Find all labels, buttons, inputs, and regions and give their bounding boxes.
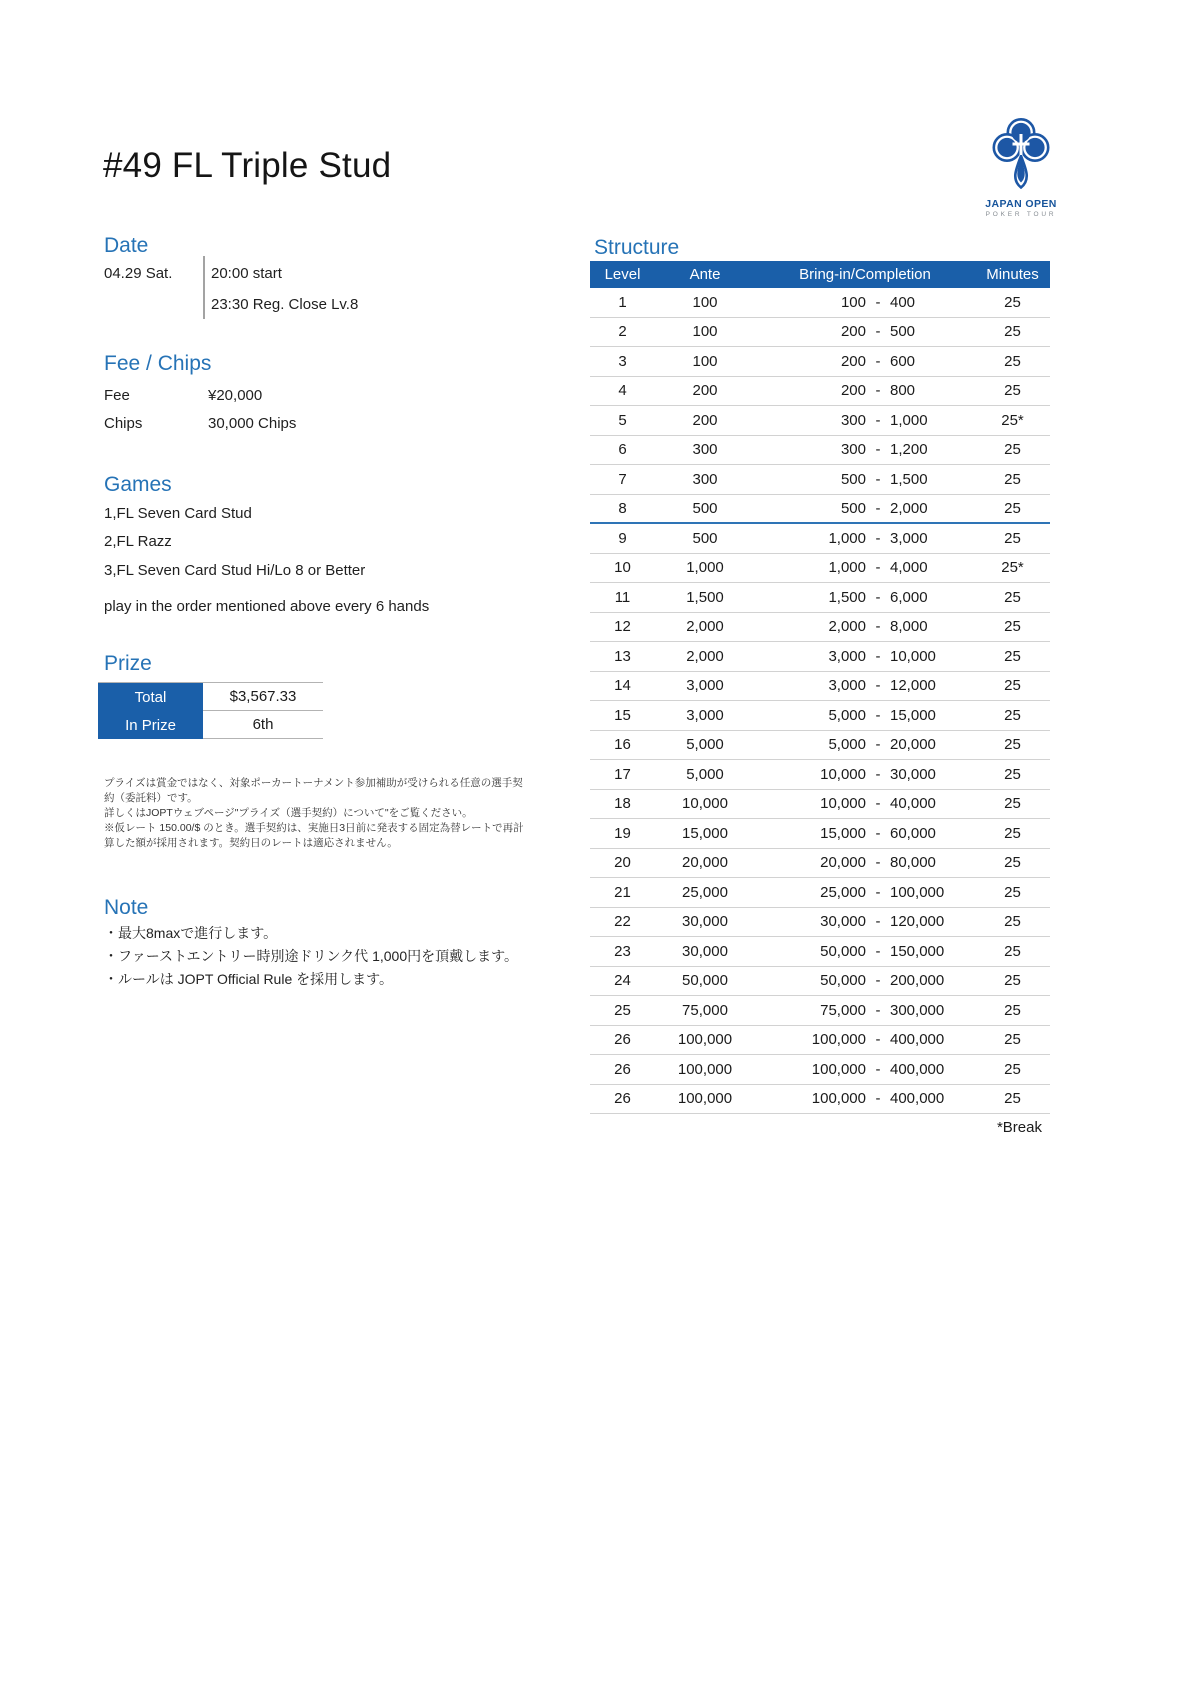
ante-cell: 2,000 <box>686 647 724 665</box>
bringin-low: 300 <box>840 411 866 429</box>
structure-row <box>590 406 1050 436</box>
ante-cell: 75,000 <box>682 1001 728 1019</box>
text-line: 20:00 start <box>211 265 282 282</box>
fine-print-line: 詳しくはJOPTウェブページ"プライズ（選手契約）について"をご覧ください。 <box>104 807 473 819</box>
row-value: ¥20,000 <box>208 387 263 404</box>
structure-row <box>590 583 1050 613</box>
structure-row <box>590 318 1050 348</box>
bringin-cell <box>755 441 975 458</box>
level-cell: 11 <box>614 588 631 606</box>
level-cell: 14 <box>614 677 631 695</box>
bringin-dash: - <box>875 972 881 990</box>
ante-cell: 100 <box>692 293 718 311</box>
game-item: play in the order mentioned above every 6 hands <box>104 598 430 615</box>
level-cell: 17 <box>614 765 631 783</box>
level-cell: 6 <box>618 441 627 459</box>
structure-row <box>590 377 1050 407</box>
bringin-cell <box>755 559 975 576</box>
date-times <box>211 265 358 327</box>
ante-cell: 50,000 <box>682 972 728 990</box>
level-cell: 21 <box>614 883 631 901</box>
minutes-cell: 25* <box>1001 411 1024 429</box>
bringin-cell <box>755 707 975 724</box>
club-drop-icon <box>981 117 1061 195</box>
structure-row <box>590 524 1050 554</box>
bringin-dash: - <box>875 382 881 400</box>
prize-row <box>98 711 323 739</box>
ante-cell: 200 <box>692 382 718 400</box>
level-cell: 18 <box>614 795 631 813</box>
bringin-dash: - <box>875 559 881 577</box>
minutes-cell: 25 <box>1004 1031 1021 1049</box>
bringin-cell <box>755 618 975 635</box>
bringin-dash: - <box>875 323 881 341</box>
bringin-high: 150,000 <box>890 942 945 960</box>
bringin-dash: - <box>875 352 881 370</box>
bringin-low: 3,000 <box>828 647 866 665</box>
minutes-cell: 25 <box>1004 706 1021 724</box>
date-divider-rule <box>203 256 205 319</box>
bringin-low: 500 <box>840 499 866 517</box>
bringin-low: 3,000 <box>828 677 866 695</box>
level-cell: 25 <box>614 1001 631 1019</box>
date-heading: Date <box>104 234 149 257</box>
level-cell: 19 <box>614 824 631 842</box>
bringin-low: 100 <box>840 293 866 311</box>
prize-row-value: $3,567.33 <box>203 683 323 711</box>
prize-row <box>98 683 323 711</box>
game-item: 2,FL Razz <box>104 533 172 550</box>
level-cell: 2 <box>618 323 627 341</box>
structure-table-body <box>590 288 1050 1114</box>
bringin-high: 400,000 <box>890 1060 945 1078</box>
bringin-high: 40,000 <box>890 795 936 813</box>
fee-chips-row <box>104 415 444 432</box>
row-value: 30,000 Chips <box>208 415 297 432</box>
bringin-low: 5,000 <box>828 706 866 724</box>
level-cell: 10 <box>614 559 631 577</box>
bringin-cell <box>755 1002 975 1019</box>
bringin-high: 100,000 <box>890 883 945 901</box>
page-title: #49 FL Triple Stud <box>103 146 392 185</box>
minutes-cell: 25 <box>1004 1001 1021 1019</box>
ante-cell: 30,000 <box>682 942 728 960</box>
bringin-cell <box>755 353 975 370</box>
bringin-high: 3,000 <box>890 529 928 547</box>
bringin-high: 1,000 <box>890 411 928 429</box>
level-cell: 12 <box>614 618 631 636</box>
bringin-dash: - <box>875 411 881 429</box>
bringin-high: 400,000 <box>890 1090 945 1108</box>
bringin-dash: - <box>875 913 881 931</box>
bringin-cell <box>755 471 975 488</box>
minutes-cell: 25 <box>1004 677 1021 695</box>
fine-print-line: 約（委託料）です。 <box>104 792 198 804</box>
bringin-low: 5,000 <box>828 736 866 754</box>
minutes-cell: 25 <box>1004 883 1021 901</box>
bringin-low: 100,000 <box>811 1060 866 1078</box>
minutes-cell: 25 <box>1004 942 1021 960</box>
structure-row <box>590 790 1050 820</box>
minutes-cell: 25 <box>1004 529 1021 547</box>
minutes-cell: 25 <box>1004 913 1021 931</box>
bringin-high: 200,000 <box>890 972 945 990</box>
prize-fine-print <box>104 776 524 851</box>
logo-subname-text: POKER TOUR <box>985 211 1057 218</box>
fine-print-line: プライズは賞金ではなく、対象ポーカートーナメント参加補助が受けられる任意の選手契 <box>104 777 523 789</box>
bringin-low: 15,000 <box>820 824 866 842</box>
bringin-dash: - <box>875 529 881 547</box>
minutes-cell: 25 <box>1004 618 1021 636</box>
structure-row <box>590 731 1050 761</box>
bringin-high: 20,000 <box>890 736 936 754</box>
game-item: 1,FL Seven Card Stud <box>104 505 252 522</box>
bringin-high: 400,000 <box>890 1031 945 1049</box>
level-cell: 23 <box>614 942 631 960</box>
ante-cell: 30,000 <box>682 913 728 931</box>
bringin-dash: - <box>875 1090 881 1108</box>
bringin-dash: - <box>875 736 881 754</box>
bringin-dash: - <box>875 824 881 842</box>
level-cell: 22 <box>614 913 631 931</box>
bringin-cell <box>755 1061 975 1078</box>
structure-row <box>590 465 1050 495</box>
bringin-dash: - <box>875 1060 881 1078</box>
bringin-dash: - <box>875 942 881 960</box>
bringin-cell <box>755 913 975 930</box>
structure-heading: Structure <box>594 236 680 259</box>
bringin-low: 20,000 <box>820 854 866 872</box>
bringin-high: 500 <box>890 323 916 341</box>
break-footnote: *Break <box>996 1119 1042 1136</box>
bringin-dash: - <box>875 1031 881 1049</box>
bringin-high: 30,000 <box>890 765 936 783</box>
level-cell: 3 <box>618 352 627 370</box>
bringin-cell <box>755 884 975 901</box>
minutes-cell: 25 <box>1004 499 1021 517</box>
bringin-dash: - <box>875 765 881 783</box>
date-day: 04.29 Sat. <box>104 265 173 282</box>
fine-print-line: ※仮レート 150.00/$ のとき。選手契約は、実施日3日前に発表する固定為替レートで再計 <box>104 822 524 834</box>
level-cell: 26 <box>614 1090 631 1108</box>
bringin-high: 6,000 <box>890 588 928 606</box>
jopt-logo <box>981 117 1061 218</box>
bringin-dash: - <box>875 588 881 606</box>
bringin-dash: - <box>875 706 881 724</box>
minutes-cell: 25 <box>1004 765 1021 783</box>
bringin-cell <box>755 736 975 753</box>
text-line: 23:30 Reg. Close Lv.8 <box>211 296 359 313</box>
bringin-dash: - <box>875 499 881 517</box>
bringin-dash: - <box>875 293 881 311</box>
structure-row <box>590 642 1050 672</box>
bringin-dash: - <box>875 441 881 459</box>
ante-cell: 100,000 <box>677 1060 733 1078</box>
level-cell: 15 <box>614 706 631 724</box>
bringin-low: 75,000 <box>820 1001 866 1019</box>
structure-row <box>590 878 1050 908</box>
minutes-cell: 25 <box>1004 795 1021 813</box>
bringin-dash: - <box>875 854 881 872</box>
ante-cell: 200 <box>692 411 718 429</box>
prize-row-value: 6th <box>203 711 323 739</box>
bringin-dash: - <box>875 677 881 695</box>
ante-cell: 100 <box>692 352 718 370</box>
note-item: ・ルールは JOPT Official Rule を採用します。 <box>104 971 394 987</box>
structure-row <box>590 495 1050 525</box>
bringin-high: 15,000 <box>890 706 936 724</box>
ante-cell: 100,000 <box>677 1031 733 1049</box>
level-cell: 1 <box>618 293 627 311</box>
structure-row <box>590 908 1050 938</box>
ante-cell: 10,000 <box>682 795 728 813</box>
minutes-cell: 25 <box>1004 1060 1021 1078</box>
note-heading: Note <box>104 896 149 919</box>
ante-cell: 300 <box>692 441 718 459</box>
ante-cell: 5,000 <box>686 765 724 783</box>
column-header-minutes: Minutes <box>986 266 1039 283</box>
level-cell: 20 <box>614 854 631 872</box>
ante-cell: 25,000 <box>682 883 728 901</box>
game-item: 3,FL Seven Card Stud Hi/Lo 8 or Better <box>104 562 366 579</box>
ante-cell: 2,000 <box>686 618 724 636</box>
ante-cell: 1,000 <box>686 559 724 577</box>
bringin-low: 200 <box>840 323 866 341</box>
level-cell: 9 <box>618 529 627 547</box>
bringin-dash: - <box>875 1001 881 1019</box>
minutes-cell: 25 <box>1004 647 1021 665</box>
ante-cell: 100,000 <box>677 1090 733 1108</box>
level-cell: 13 <box>614 647 631 665</box>
structure-row <box>590 347 1050 377</box>
bringin-low: 1,500 <box>828 588 866 606</box>
column-header-ante: Ante <box>689 266 721 283</box>
structure-row <box>590 672 1050 702</box>
ante-cell: 300 <box>692 470 718 488</box>
minutes-cell: 25 <box>1004 352 1021 370</box>
minutes-cell: 25 <box>1004 323 1021 341</box>
level-cell: 5 <box>618 411 627 429</box>
minutes-cell: 25 <box>1004 441 1021 459</box>
minutes-cell: 25 <box>1004 1090 1021 1108</box>
level-cell: 7 <box>618 470 627 488</box>
ante-cell: 3,000 <box>686 706 724 724</box>
minutes-cell: 25 <box>1004 736 1021 754</box>
structure-row <box>590 436 1050 466</box>
structure-row <box>590 1085 1050 1115</box>
bringin-high: 2,000 <box>890 499 928 517</box>
ante-cell: 3,000 <box>686 677 724 695</box>
structure-row <box>590 1026 1050 1056</box>
minutes-cell: 25 <box>1004 470 1021 488</box>
bringin-high: 1,500 <box>890 470 928 488</box>
logo-name-text: JAPAN OPEN <box>985 198 1057 210</box>
ante-cell: 100 <box>692 323 718 341</box>
bringin-cell <box>755 972 975 989</box>
structure-table-header <box>590 261 1050 288</box>
bringin-high: 600 <box>890 352 916 370</box>
fee-chips-heading: Fee / Chips <box>104 352 212 375</box>
structure-row <box>590 1055 1050 1085</box>
bringin-low: 2,000 <box>828 618 866 636</box>
structure-row <box>590 701 1050 731</box>
bringin-low: 1,000 <box>828 529 866 547</box>
bringin-high: 400 <box>890 293 916 311</box>
bringin-cell <box>755 677 975 694</box>
bringin-low: 10,000 <box>820 795 866 813</box>
structure-row <box>590 996 1050 1026</box>
level-cell: 26 <box>614 1060 631 1078</box>
bringin-low: 200 <box>840 352 866 370</box>
structure-row <box>590 849 1050 879</box>
row-label: Fee <box>104 387 130 404</box>
bringin-high: 120,000 <box>890 913 945 931</box>
row-label: Chips <box>104 415 143 432</box>
bringin-cell <box>755 323 975 340</box>
bringin-low: 30,000 <box>820 913 866 931</box>
column-header-bringin: Bring-in/Completion <box>799 266 931 283</box>
structure-table <box>590 261 1050 1114</box>
bringin-low: 100,000 <box>811 1031 866 1049</box>
prize-heading: Prize <box>104 652 152 675</box>
minutes-cell: 25 <box>1004 854 1021 872</box>
bringin-low: 1,000 <box>828 559 866 577</box>
bringin-cell <box>755 294 975 311</box>
bringin-high: 80,000 <box>890 854 936 872</box>
bringin-cell <box>755 1090 975 1107</box>
structure-row <box>590 288 1050 318</box>
bringin-dash: - <box>875 795 881 813</box>
fine-print-line: 算した額が採用されます。契約日のレートは適応されません。 <box>104 837 398 849</box>
bringin-low: 50,000 <box>820 972 866 990</box>
level-cell: 16 <box>614 736 631 754</box>
bringin-cell <box>755 1031 975 1048</box>
bringin-high: 4,000 <box>890 559 928 577</box>
games-heading: Games <box>104 473 172 496</box>
note-item: ・最大8maxで進行します。 <box>104 925 278 941</box>
prize-row-label: Total <box>98 683 203 711</box>
ante-cell: 500 <box>692 529 718 547</box>
minutes-cell: 25 <box>1004 588 1021 606</box>
level-cell: 26 <box>614 1031 631 1049</box>
bringin-low: 200 <box>840 382 866 400</box>
bringin-cell <box>755 854 975 871</box>
bringin-high: 12,000 <box>890 677 936 695</box>
structure-row <box>590 967 1050 997</box>
bringin-high: 300,000 <box>890 1001 945 1019</box>
bringin-cell <box>755 589 975 606</box>
bringin-dash: - <box>875 883 881 901</box>
bringin-low: 10,000 <box>820 765 866 783</box>
bringin-high: 800 <box>890 382 916 400</box>
bringin-low: 50,000 <box>820 942 866 960</box>
bringin-low: 25,000 <box>820 883 866 901</box>
ante-cell: 15,000 <box>682 824 728 842</box>
column-header-level: Level <box>604 266 641 283</box>
bringin-cell <box>755 825 975 842</box>
level-cell: 4 <box>618 382 627 400</box>
bringin-cell <box>755 500 975 517</box>
bringin-high: 8,000 <box>890 618 928 636</box>
minutes-cell: 25 <box>1004 972 1021 990</box>
bringin-dash: - <box>875 470 881 488</box>
bringin-cell <box>755 943 975 960</box>
level-cell: 24 <box>614 972 631 990</box>
ante-cell: 1,500 <box>686 588 724 606</box>
bringin-cell <box>755 648 975 665</box>
minutes-cell: 25* <box>1001 559 1024 577</box>
minutes-cell: 25 <box>1004 293 1021 311</box>
prize-table <box>98 682 323 739</box>
level-cell: 8 <box>618 499 627 517</box>
structure-row <box>590 613 1050 643</box>
structure-row <box>590 819 1050 849</box>
bringin-high: 10,000 <box>890 647 936 665</box>
ante-cell: 5,000 <box>686 736 724 754</box>
bringin-low: 300 <box>840 441 866 459</box>
minutes-cell: 25 <box>1004 382 1021 400</box>
bringin-cell <box>755 766 975 783</box>
bringin-cell <box>755 795 975 812</box>
ante-cell: 500 <box>692 499 718 517</box>
bringin-dash: - <box>875 618 881 636</box>
structure-row <box>590 760 1050 790</box>
minutes-cell: 25 <box>1004 824 1021 842</box>
bringin-dash: - <box>875 647 881 665</box>
structure-row <box>590 937 1050 967</box>
bringin-cell <box>755 530 975 547</box>
note-item: ・ファーストエントリー時別途ドリンク代 1,000円を頂戴します。 <box>104 948 518 964</box>
bringin-high: 1,200 <box>890 441 928 459</box>
bringin-high: 60,000 <box>890 824 936 842</box>
bringin-cell <box>755 382 975 399</box>
fee-chips-row <box>104 387 444 404</box>
prize-row-label: In Prize <box>98 711 203 739</box>
bringin-low: 100,000 <box>811 1090 866 1108</box>
bringin-cell <box>755 412 975 429</box>
bringin-low: 500 <box>840 470 866 488</box>
ante-cell: 20,000 <box>682 854 728 872</box>
structure-row <box>590 554 1050 584</box>
